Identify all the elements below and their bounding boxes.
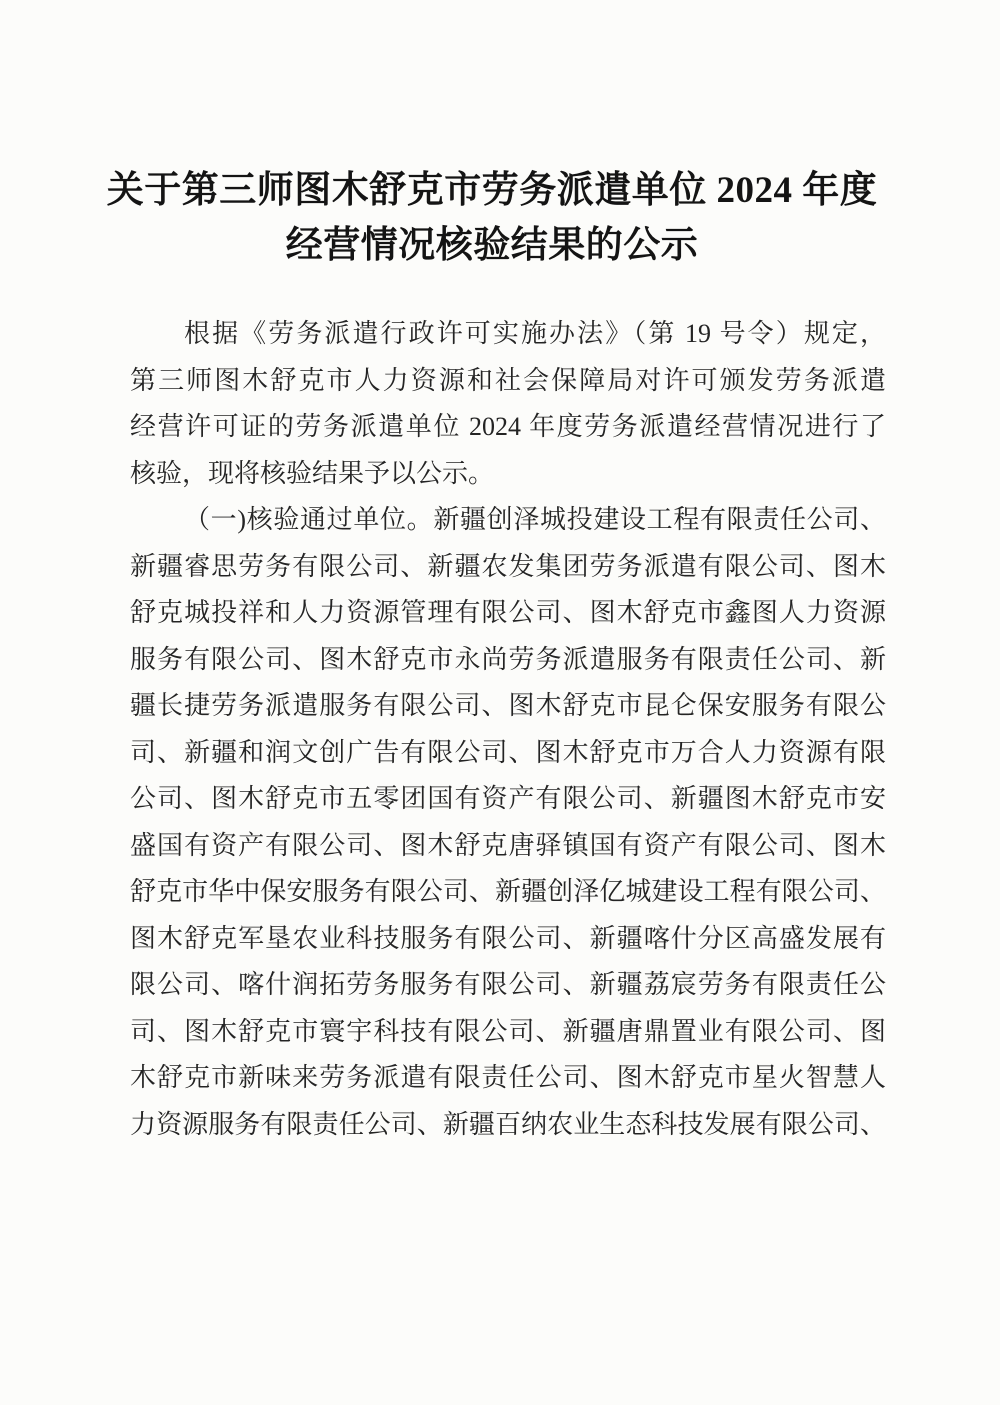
paragraph-2-line-5: 疆长捷劳务派遣服务有限公司、图木舒克市昆仑保安服务有限公 [130,691,886,720]
paragraph-2-line-2: 新疆睿思劳务有限公司、新疆农发集团劳务派遣有限公司、图木 [130,551,886,581]
paragraph-2-line-3: 舒克城投祥和人力资源管理有限公司、图木舒克市鑫图人力资源 [130,598,886,627]
paragraph-1-line-2: 第三师图木舒克市人力资源和社会保障局对许可颁发劳务派遣 [130,365,886,395]
paragraph-2-line-11: 限公司、喀什润拓劳务服务有限公司、新疆荔宸劳务有限责任公 [130,970,886,999]
paragraph-2-line-10: 图木舒克军垦农业科技服务有限公司、新疆喀什分区高盛发展有 [130,923,886,953]
paragraph-1-line-3: 经营许可证的劳务派遣单位 2024 年度劳务派遣经营情况进行了 [130,412,886,441]
paragraph-2-line-12: 司、图木舒克市寰宇科技有限公司、新疆唐鼎置业有限公司、图 [130,1016,886,1046]
document-title-line-1: 关于第三师图木舒克市劳务派遣单位 2024 年度 [106,170,878,211]
paragraph-2-line-1: （一)核验通过单位。新疆创泽城投建设工程有限责任公司、 [184,505,886,534]
paragraph-1-line-1: 根据《劳务派遣行政许可实施办法》（第 19 号令）规定， [184,319,886,348]
paragraph-2-line-13: 木舒克市新味来劳务派遣有限责任公司、图木舒克市星火智慧人 [130,1063,886,1092]
paragraph-2-line-4: 服务有限公司、图木舒克市永尚劳务派遣服务有限责任公司、新 [130,644,886,674]
document-title-line-2: 经营情况核验结果的公示 [285,225,699,266]
document-body [130,311,886,1148]
paragraph-2-line-9: 舒克市华中保安服务有限公司、新疆创泽亿城建设工程有限公司、 [130,877,886,906]
paragraph-2-line-14: 力资源服务有限责任公司、新疆百纳农业生态科技发展有限公司、 [130,1109,886,1139]
paragraph-1-line-4: 核验，现将核验结果予以公示。 [130,458,495,488]
paragraph-2-line-8: 盛国有资产有限公司、图木舒克唐驿镇国有资产有限公司、图木 [130,830,886,860]
document-title [0,163,984,273]
paragraph-2-line-6: 司、新疆和润文创广告有限公司、图木舒克市万合人力资源有限 [130,737,886,767]
paragraph-2-line-7: 公司、图木舒克市五零团国有资产有限公司、新疆图木舒克市安 [130,784,886,813]
